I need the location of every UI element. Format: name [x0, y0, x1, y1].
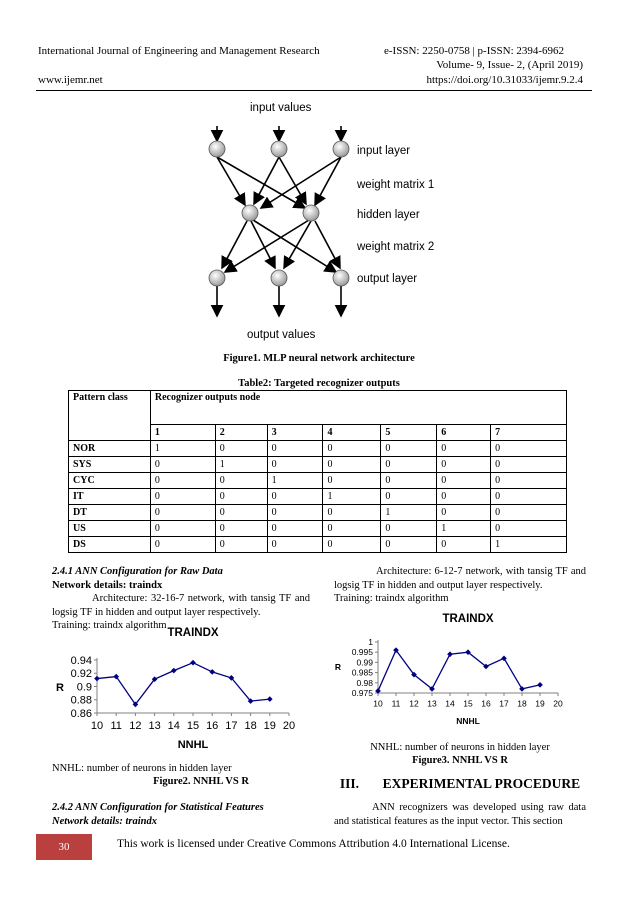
output-node-1: [209, 270, 225, 286]
y-axis-label: R: [56, 682, 64, 694]
license-text: This work is licensed under Creative Commons Attribution 4.0 International License.: [117, 838, 510, 850]
x-tick-label: 12: [129, 720, 142, 732]
table-cell: 0: [267, 441, 323, 457]
table-cell: 0: [437, 457, 491, 473]
table-cell: 1: [437, 521, 491, 537]
training-text-2: Training: traindx algorithm: [334, 593, 449, 604]
table-cell: 0: [150, 489, 215, 505]
nnhl-note-right: NNHL: number of neurons in hidden layer: [370, 742, 550, 753]
table-cell: 0: [491, 521, 567, 537]
table-cell: 0: [215, 521, 267, 537]
section-2-4-1-title: 2.4.1 ANN Configuration for Raw Data: [52, 566, 223, 577]
table-cell: 0: [381, 457, 437, 473]
table-cell: 0: [381, 521, 437, 537]
input-node-3: [333, 141, 349, 157]
label-input-values: input values: [250, 102, 312, 114]
data-point: [171, 668, 177, 674]
network-details-2: Network details: traindx: [52, 815, 158, 827]
table-row: [69, 521, 567, 537]
issn: e-ISSN: 2250-0758 | p-ISSN: 2394-6962: [384, 45, 565, 57]
figure3-caption: Figure3. NNHL VS R: [412, 755, 508, 766]
table-cell: 0: [381, 441, 437, 457]
data-point: [519, 686, 525, 692]
x-tick-label: 19: [535, 698, 545, 709]
row-label: DS: [69, 537, 151, 553]
table-cell: 0: [491, 457, 567, 473]
table-row: [69, 489, 567, 505]
table-cell: 0: [323, 537, 381, 553]
header-recognizer-outputs: Recognizer outputs node: [150, 391, 566, 425]
node-number: 3: [267, 425, 323, 441]
x-tick-label: 16: [481, 698, 491, 709]
diagram-nodes: [209, 141, 349, 286]
table-cell: 0: [323, 521, 381, 537]
x-tick-label: 11: [391, 698, 401, 709]
training-text-1: Training: traindx algorithm: [52, 620, 167, 631]
table-cell: 0: [323, 505, 381, 521]
table-cell: 0: [437, 473, 491, 489]
table-cell: 1: [267, 473, 323, 489]
architecture-text-2: Architecture: 6-12-7 network, with tansig TF and logsig TF in hidden and output layer respectively.: [334, 566, 586, 591]
x-tick-label: 20: [282, 720, 296, 732]
label-hidden-layer: hidden layer: [357, 209, 420, 221]
volume: Volume- 9, Issue- 2, (April 2019): [436, 59, 583, 71]
data-point: [94, 676, 100, 682]
hidden-node-1: [242, 205, 258, 221]
journal-name: International Journal of Engineering and Management Research: [38, 45, 320, 57]
table-cell: 0: [437, 537, 491, 553]
table-cell: 0: [150, 505, 215, 521]
table-cell: 0: [150, 473, 215, 489]
data-point: [190, 660, 196, 666]
table-cell: 0: [437, 441, 491, 457]
table-cell: 0: [267, 521, 323, 537]
table-cell: 0: [267, 537, 323, 553]
y-tick-label: 0.99: [356, 657, 373, 668]
website-link[interactable]: www.ijemr.net: [38, 74, 103, 86]
y-tick-label: 0.86: [70, 707, 92, 720]
label-weight-matrix-1: weight matrix 1: [357, 179, 435, 191]
series-line: [378, 650, 540, 691]
table-cell: 0: [323, 473, 381, 489]
figure3-chart: [332, 610, 580, 734]
header-pattern-class: Pattern class: [69, 391, 151, 425]
y-tick-label: 0.985: [351, 667, 373, 678]
table-cell: 0: [323, 441, 381, 457]
table-cell: 0: [491, 489, 567, 505]
y-tick-label: 0.88: [70, 694, 92, 707]
table-cell: 0: [150, 537, 215, 553]
y-axis-label: R: [334, 662, 342, 672]
section-2-4-2-title: 2.4.2 ANN Configuration for Statistical Features: [52, 802, 264, 813]
x-tick-label: 18: [517, 698, 527, 709]
output-node-3: [333, 270, 349, 286]
page-number: 30: [58, 841, 70, 853]
data-point: [267, 696, 273, 702]
data-point: [209, 669, 215, 675]
table-cell: 1: [323, 489, 381, 505]
section-3-paragraph: ANN recognizers was developed using raw data and statistical features as the input vector. This section: [334, 802, 586, 827]
input-node-2: [271, 141, 287, 157]
node-number: 4: [323, 425, 381, 441]
x-tick-label: 15: [186, 720, 200, 732]
table-body: [69, 441, 567, 553]
x-tick-label: 13: [427, 698, 437, 709]
row-label: IT: [69, 489, 151, 505]
y-tick-label: 0.9: [76, 681, 92, 694]
x-tick-label: 17: [499, 698, 509, 709]
table-row: [69, 505, 567, 521]
row-label: SYS: [69, 457, 151, 473]
table-cell: 1: [381, 505, 437, 521]
chart-title: TRAINDX: [442, 613, 494, 625]
table-cell: 0: [150, 457, 215, 473]
x-tick-label: 16: [206, 720, 219, 732]
figure2-caption: Figure2. NNHL VS R: [153, 776, 249, 787]
table-row: [69, 457, 567, 473]
x-tick-label: 13: [148, 720, 161, 732]
table-cell: 0: [437, 505, 491, 521]
data-point: [501, 655, 507, 661]
table-cell: 0: [437, 489, 491, 505]
x-tick-label: 11: [110, 720, 122, 732]
x-axis-label: NNHL: [456, 716, 480, 726]
x-tick-label: 14: [445, 698, 455, 709]
recognizer-table: [68, 390, 567, 553]
table-cell: 1: [215, 457, 267, 473]
x-tick-label: 12: [409, 698, 419, 709]
input-node-1: [209, 141, 225, 157]
x-tick-label: 10: [373, 698, 383, 709]
x-tick-label: 20: [553, 698, 563, 709]
data-point: [537, 682, 543, 688]
label-output-layer: output layer: [357, 273, 418, 285]
hidden-node-2: [303, 205, 319, 221]
table-row: [69, 441, 567, 457]
table-cell: 1: [491, 537, 567, 553]
row-label: NOR: [69, 441, 151, 457]
table-cell: 0: [381, 489, 437, 505]
table-cell: 0: [267, 489, 323, 505]
table-row: [69, 537, 567, 553]
nnhl-note-left: NNHL: number of neurons in hidden layer: [52, 763, 232, 774]
figure2-chart: [52, 626, 302, 754]
series-line: [97, 663, 270, 705]
node-number: 2: [215, 425, 267, 441]
output-node-2: [271, 270, 287, 286]
y-tick-label: 0.98: [356, 677, 373, 688]
x-tick-label: 15: [463, 698, 473, 709]
table-cell: 0: [381, 537, 437, 553]
table-cell: 0: [491, 473, 567, 489]
data-point: [447, 651, 453, 657]
x-tick-label: 18: [244, 720, 257, 732]
table-cell: 0: [267, 457, 323, 473]
x-axis-label: NNHL: [177, 739, 209, 751]
y-tick-label: 0.92: [70, 668, 92, 681]
node-number: 6: [437, 425, 491, 441]
table-cell: 0: [215, 537, 267, 553]
row-label: CYC: [69, 473, 151, 489]
table-cell: 0: [491, 441, 567, 457]
table-node-row: [69, 425, 567, 441]
row-label: US: [69, 521, 151, 537]
section-3-heading: III. EXPERIMENTAL PROCEDURE: [339, 776, 581, 791]
doi-link[interactable]: https://doi.org/10.31033/ijemr.9.2.4: [426, 74, 583, 86]
x-tick-label: 14: [167, 720, 180, 732]
label-weight-matrix-2: weight matrix 2: [357, 241, 435, 253]
y-tick-label: 1: [368, 636, 373, 647]
table-cell: 0: [215, 473, 267, 489]
table-cell: 1: [150, 441, 215, 457]
row-label: DT: [69, 505, 151, 521]
y-tick-label: 0.995: [351, 647, 373, 658]
node-number: 7: [491, 425, 567, 441]
x-tick-label: 19: [263, 720, 276, 732]
x-tick-label: 10: [90, 720, 104, 732]
page-number-badge: [36, 834, 92, 860]
node-number: 1: [150, 425, 215, 441]
table-cell: 0: [215, 441, 267, 457]
table-row: [69, 473, 567, 489]
architecture-text-1: Architecture: 32-16-7 network, with tansig TF and logsig TF in hidden and output layer respectively.: [52, 593, 310, 618]
table2-caption: Table2: Targeted recognizer outputs: [238, 378, 400, 389]
table-cell: 0: [215, 505, 267, 521]
mlp-diagram: [195, 96, 435, 346]
table-cell: 0: [381, 473, 437, 489]
table-cell: 0: [491, 505, 567, 521]
y-tick-label: 0.94: [70, 654, 92, 667]
table-cell: 0: [215, 489, 267, 505]
table-header-row: [69, 391, 567, 425]
y-tick-label: 0.975: [351, 687, 373, 698]
table-cell: 0: [323, 457, 381, 473]
network-details-1: Network details: traindx: [52, 579, 163, 591]
table-cell: 0: [150, 521, 215, 537]
x-tick-label: 17: [225, 720, 238, 732]
label-input-layer: input layer: [357, 145, 411, 157]
figure1-caption: Figure1. MLP neural network architecture: [223, 353, 415, 364]
header-rule: [36, 90, 592, 91]
node-number: 5: [381, 425, 437, 441]
table-cell: 0: [267, 505, 323, 521]
label-output-values: output values: [247, 329, 316, 341]
chart-title: TRAINDX: [167, 627, 219, 639]
